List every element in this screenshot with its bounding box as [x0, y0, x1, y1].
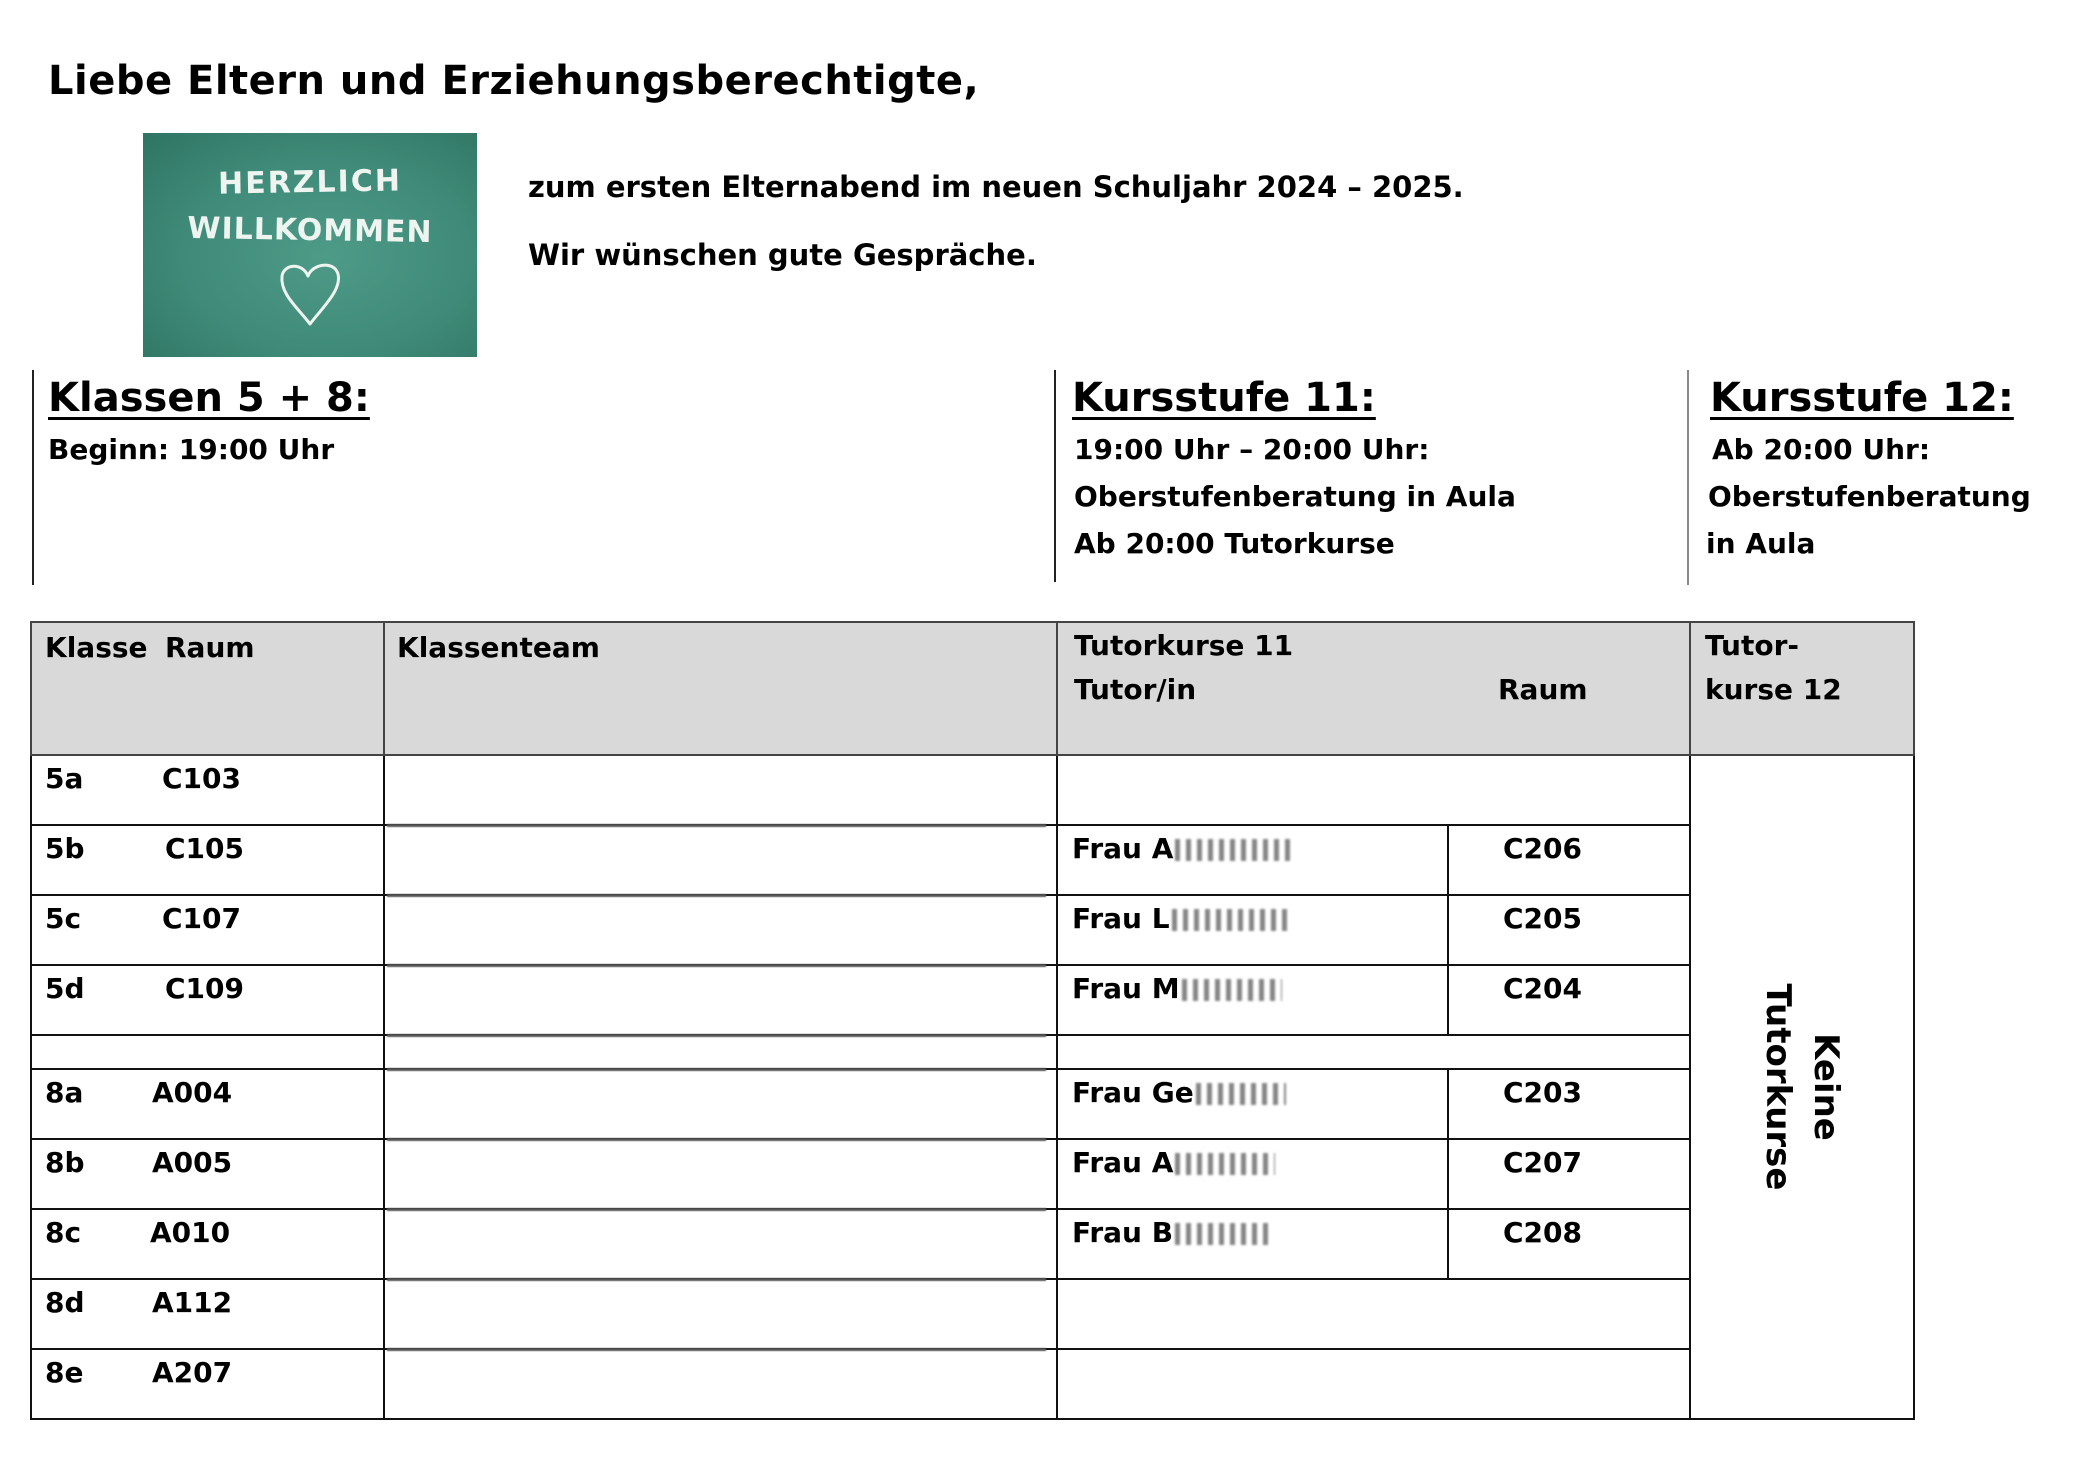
row-raum: A010 — [150, 1216, 231, 1249]
section-title-klassen: Klassen 5 + 8: — [48, 375, 370, 421]
row-klassenteam — [384, 1349, 1057, 1419]
tutor12-note-cell — [1690, 755, 1914, 1419]
header-tutor12-line1: Tutor- — [1705, 629, 1800, 662]
table-row — [31, 1349, 1914, 1419]
spacer-cell — [384, 1035, 1057, 1069]
row-klassenteam — [384, 1069, 1057, 1139]
chalk-text-line2: WILLKOMMEN — [187, 210, 433, 251]
row-tutor: Frau M — [1072, 972, 1282, 1005]
header-tutorkurse-11-cell — [1057, 622, 1690, 755]
section-k11-line-3: Ab 20:00 Tutorkurse — [1074, 527, 1395, 560]
row-klassenteam — [384, 965, 1057, 1035]
row-tutor-raum: C206 — [1503, 832, 1582, 865]
table-row — [31, 1139, 1914, 1209]
row-tutor-raum: C205 — [1503, 902, 1582, 935]
section-k12-line-3: in Aula — [1706, 527, 1816, 560]
table-row — [31, 755, 1914, 825]
header-klasse: Klasse — [45, 631, 148, 664]
header-tutor-raum: Raum — [1498, 673, 1588, 706]
table-row — [31, 825, 1914, 895]
row-klassenteam — [384, 1139, 1057, 1209]
row-tutor-empty — [1057, 1279, 1690, 1349]
greeting-heading: Liebe Eltern und Erziehungsberechtigte, — [48, 58, 980, 104]
row-klasse: 8c — [45, 1216, 82, 1249]
row-raum: C107 — [162, 902, 241, 935]
row-klasse: 5a — [45, 762, 84, 795]
section-k12-line-2: Oberstufenberatung — [1708, 480, 2031, 513]
section-divider-line — [32, 370, 34, 585]
row-tutor: Frau Ge — [1072, 1076, 1286, 1109]
row-tutor-raum: C203 — [1503, 1076, 1582, 1109]
intro-line-1: zum ersten Elternabend im neuen Schuljahr 2024 – 2025. — [528, 170, 1464, 204]
header-klassenteam: Klassenteam — [397, 631, 600, 664]
header-tutorkurse-12-cell — [1690, 622, 1914, 755]
schedule-table — [30, 621, 1915, 1420]
redacted-name — [1175, 1223, 1270, 1245]
row-klasse: 8e — [45, 1356, 84, 1389]
redacted-name — [1182, 979, 1282, 1001]
section-title-kursstufe-11: Kursstufe 11: — [1072, 375, 1376, 421]
row-klassenteam — [384, 895, 1057, 965]
row-tutor-raum: C207 — [1503, 1146, 1582, 1179]
row-klassenteam — [384, 1209, 1057, 1279]
header-klasse-raum — [31, 622, 384, 755]
header-tutorkurse-11: Tutorkurse 11 — [1074, 629, 1294, 662]
row-tutor: Frau B — [1072, 1216, 1270, 1249]
row-klasse: 8b — [45, 1146, 85, 1179]
header-tutor12-line2: kurse 12 — [1705, 673, 1842, 706]
section-divider-line — [1687, 370, 1689, 585]
section-klassen-line-1: Beginn: 19:00 Uhr — [48, 433, 335, 466]
table-header-row — [31, 622, 1914, 755]
section-k11-line-2: Oberstufenberatung in Aula — [1074, 480, 1516, 513]
table-row — [31, 965, 1914, 1035]
row-klasse: 5b — [45, 832, 85, 865]
intro-line-2: Wir wünschen gute Gespräche. — [528, 238, 1037, 272]
row-tutor-raum: C208 — [1503, 1216, 1582, 1249]
row-tutor: Frau A — [1072, 832, 1293, 865]
redacted-name — [1175, 1153, 1275, 1175]
spacer-cell — [31, 1035, 384, 1069]
row-raum: C105 — [165, 832, 244, 865]
redacted-name — [1172, 909, 1290, 931]
row-raum: C109 — [165, 972, 244, 1005]
tutor12-note-line2: Tutorkurse — [1758, 983, 1798, 1191]
row-klasse: 8d — [45, 1286, 85, 1319]
row-raum: C103 — [162, 762, 241, 795]
table-row — [31, 1069, 1914, 1139]
chalk-text-line1: HERZLICH — [217, 163, 403, 202]
redacted-name — [1175, 839, 1293, 861]
header-klassenteam-cell — [384, 622, 1057, 755]
table-row — [31, 1279, 1914, 1349]
row-tutor-empty — [1057, 1349, 1690, 1419]
row-klasse: 5d — [45, 972, 85, 1005]
row-tutor: Frau L — [1072, 902, 1290, 935]
tutor12-note-line1: Keine — [1806, 1033, 1846, 1141]
table-spacer-row — [31, 1035, 1914, 1069]
row-klasse: 5c — [45, 902, 82, 935]
spacer-cell — [1057, 1035, 1690, 1069]
row-tutor-empty — [1057, 755, 1690, 825]
header-raum: Raum — [165, 631, 255, 664]
row-raum: A112 — [152, 1286, 233, 1319]
row-raum: A004 — [152, 1076, 233, 1109]
tutor12-note — [1754, 984, 1850, 1191]
section-divider-line — [1054, 370, 1056, 582]
row-klassenteam — [384, 755, 1057, 825]
redacted-name — [1196, 1083, 1286, 1105]
table-row — [31, 1209, 1914, 1279]
section-k12-line-1: Ab 20:00 Uhr: — [1712, 433, 1931, 466]
row-tutor: Frau A — [1072, 1146, 1275, 1179]
row-klassenteam — [384, 1279, 1057, 1349]
welcome-chalkboard-image — [143, 133, 477, 357]
header-tutor-in: Tutor/in — [1074, 673, 1197, 706]
row-tutor-raum: C204 — [1503, 972, 1582, 1005]
row-raum: A207 — [152, 1356, 233, 1389]
row-raum: A005 — [152, 1146, 233, 1179]
section-k11-line-1: 19:00 Uhr – 20:00 Uhr: — [1074, 433, 1430, 466]
heart-icon — [276, 258, 344, 328]
row-klassenteam — [384, 825, 1057, 895]
row-klasse: 8a — [45, 1076, 84, 1109]
table-row — [31, 895, 1914, 965]
section-title-kursstufe-12: Kursstufe 12: — [1710, 375, 2014, 421]
